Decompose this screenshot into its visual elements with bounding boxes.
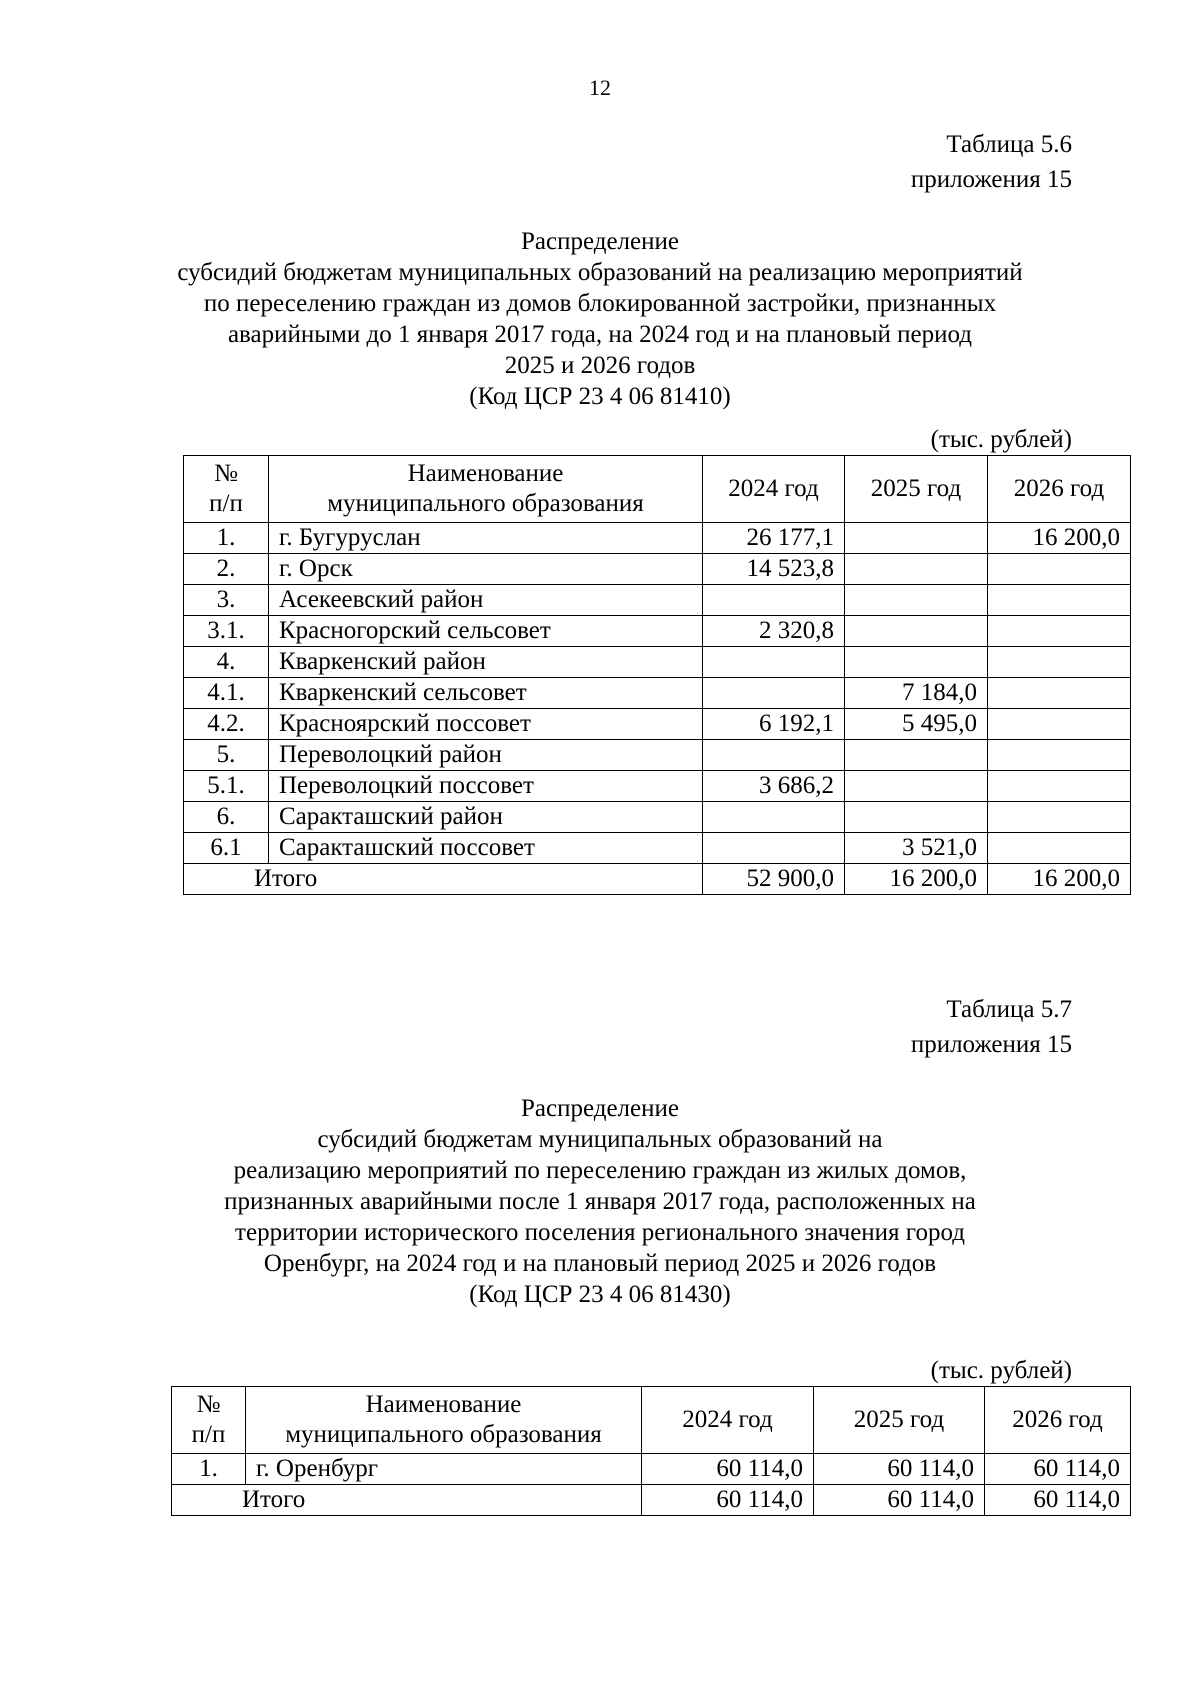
cell-2026	[988, 554, 1131, 585]
cell-2025	[845, 585, 988, 616]
cell-2025: 5 495,0	[845, 709, 988, 740]
cell-num: 4.1.	[184, 678, 269, 709]
table-row	[184, 616, 1131, 647]
header-num-line1: №	[214, 460, 238, 487]
title-line: субсидий бюджетам муниципальных образований на реализацию мероприятий	[177, 259, 1023, 286]
total-2024: 52 900,0	[703, 864, 845, 895]
cell-2024	[703, 585, 845, 616]
cell-2026	[988, 709, 1131, 740]
cell-2026	[988, 678, 1131, 709]
title-line: аварийными до 1 января 2017 года, на 2024 год и на плановый период	[227, 321, 973, 348]
cell-2026: 16 200,0	[988, 523, 1131, 554]
cell-2024	[703, 678, 845, 709]
total-2026: 16 200,0	[988, 864, 1131, 895]
cell-2024	[703, 833, 845, 864]
header-name	[246, 1387, 642, 1454]
total-label: Итого	[184, 864, 703, 895]
cell-name: Переволоцкий район	[269, 740, 703, 771]
table-row	[184, 833, 1131, 864]
table-label-line: Таблица 5.7	[946, 996, 1072, 1023]
table-5-6	[183, 455, 1131, 895]
header-num	[184, 456, 269, 523]
cell-2025	[845, 740, 988, 771]
title-line: Распределение	[521, 228, 679, 255]
cell-name: г. Орск	[269, 554, 703, 585]
table-5-7	[171, 1386, 1131, 1516]
cell-2024: 60 114,0	[642, 1454, 814, 1485]
table-5-6-label	[911, 127, 1072, 197]
cell-2024	[703, 802, 845, 833]
header-num-line2: п/п	[209, 490, 243, 517]
cell-2026	[988, 740, 1131, 771]
cell-num: 1.	[184, 523, 269, 554]
table-header-row	[184, 456, 1131, 523]
total-2025: 16 200,0	[845, 864, 988, 895]
page-number: 12	[589, 75, 611, 100]
cell-num: 6.	[184, 802, 269, 833]
cell-name: Асекеевский район	[269, 585, 703, 616]
table-label-line: приложения 15	[910, 1031, 1072, 1058]
units-label: (тыс. рублей)	[930, 426, 1072, 453]
title-line: (Код ЦСР 23 4 06 81430)	[469, 1281, 731, 1308]
cell-2025: 60 114,0	[814, 1454, 985, 1485]
cell-2024: 3 686,2	[703, 771, 845, 802]
table-header-row	[172, 1387, 1131, 1454]
total-2025: 60 114,0	[814, 1485, 985, 1516]
cell-2026	[988, 771, 1131, 802]
header-name-line1: Наименование	[407, 460, 564, 487]
header-num	[172, 1387, 246, 1454]
table-label-line: Таблица 5.6	[946, 131, 1072, 158]
cell-2025	[845, 616, 988, 647]
header-name-line2: муниципального образования	[285, 1421, 602, 1448]
title-line: территории исторического поселения регионального значения город	[235, 1219, 965, 1246]
cell-2024: 2 320,8	[703, 616, 845, 647]
cell-num: 4.	[184, 647, 269, 678]
total-row	[184, 864, 1131, 895]
cell-2025	[845, 802, 988, 833]
cell-2025	[845, 771, 988, 802]
title-line: реализацию мероприятий по переселению граждан из жилых домов,	[233, 1157, 967, 1184]
total-2024: 60 114,0	[642, 1485, 814, 1516]
table-label-line: приложения 15	[910, 166, 1072, 193]
cell-2026	[988, 833, 1131, 864]
cell-2025	[845, 554, 988, 585]
title-line: по переселению граждан из домов блокированной застройки, признанных	[203, 290, 997, 317]
cell-2025: 3 521,0	[845, 833, 988, 864]
cell-name: г. Оренбург	[246, 1454, 642, 1485]
header-name-line1: Наименование	[365, 1391, 522, 1418]
table-row	[172, 1454, 1131, 1485]
cell-num: 6.1	[184, 833, 269, 864]
total-row	[172, 1485, 1131, 1516]
cell-name: Красногорский сельсовет	[269, 616, 703, 647]
cell-num: 1.	[172, 1454, 246, 1485]
cell-2025: 7 184,0	[845, 678, 988, 709]
table-5-7-label	[911, 992, 1072, 1062]
header-2026: 2026 год	[985, 1387, 1131, 1454]
cell-2026	[988, 585, 1131, 616]
cell-name: Саракташский район	[269, 802, 703, 833]
cell-num: 5.1.	[184, 771, 269, 802]
header-name-line2: муниципального образования	[327, 490, 644, 517]
cell-num: 3.	[184, 585, 269, 616]
title-line: (Код ЦСР 23 4 06 81410)	[469, 383, 731, 410]
table-row	[184, 523, 1131, 554]
cell-2026: 60 114,0	[985, 1454, 1131, 1485]
cell-2026	[988, 616, 1131, 647]
header-2024: 2024 год	[642, 1387, 814, 1454]
table-5-7-title	[140, 1093, 1060, 1310]
header-2026: 2026 год	[988, 456, 1131, 523]
title-line: 2025 и 2026 годов	[504, 352, 696, 379]
table-row	[184, 585, 1131, 616]
cell-name: Переволоцкий поссовет	[269, 771, 703, 802]
cell-2024: 26 177,1	[703, 523, 845, 554]
total-2026: 60 114,0	[985, 1485, 1131, 1516]
table-row	[184, 771, 1131, 802]
cell-num: 5.	[184, 740, 269, 771]
title-line: признанных аварийными после 1 января 2017 года, расположенных на	[224, 1188, 976, 1215]
cell-name: Кваркенский сельсовет	[269, 678, 703, 709]
cell-2025	[845, 647, 988, 678]
title-line: субсидий бюджетам муниципальных образований на	[317, 1126, 883, 1153]
cell-2024	[703, 740, 845, 771]
header-2025: 2025 год	[845, 456, 988, 523]
title-line: Оренбург, на 2024 год и на плановый период 2025 и 2026 годов	[263, 1250, 937, 1277]
header-num-line2: п/п	[191, 1421, 226, 1448]
cell-2024: 6 192,1	[703, 709, 845, 740]
title-line: Распределение	[521, 1095, 679, 1122]
table-row	[184, 802, 1131, 833]
cell-num: 3.1.	[184, 616, 269, 647]
cell-name: Саракташский поссовет	[269, 833, 703, 864]
header-num-line1: №	[196, 1391, 221, 1418]
table-row	[184, 554, 1131, 585]
cell-2026	[988, 802, 1131, 833]
cell-num: 2.	[184, 554, 269, 585]
cell-name: Кваркенский район	[269, 647, 703, 678]
table-row	[184, 678, 1131, 709]
table-row	[184, 709, 1131, 740]
cell-2026	[988, 647, 1131, 678]
cell-2024	[703, 647, 845, 678]
header-2024: 2024 год	[703, 456, 845, 523]
cell-2024: 14 523,8	[703, 554, 845, 585]
table-5-6-title	[140, 226, 1060, 412]
table-row	[184, 740, 1131, 771]
cell-num: 4.2.	[184, 709, 269, 740]
total-label: Итого	[172, 1485, 642, 1516]
cell-name: Красноярский поссовет	[269, 709, 703, 740]
cell-name: г. Бугуруслан	[269, 523, 703, 554]
header-2025: 2025 год	[814, 1387, 985, 1454]
units-label: (тыс. рублей)	[930, 1357, 1072, 1384]
table-row	[184, 647, 1131, 678]
cell-2025	[845, 523, 988, 554]
header-name	[269, 456, 703, 523]
